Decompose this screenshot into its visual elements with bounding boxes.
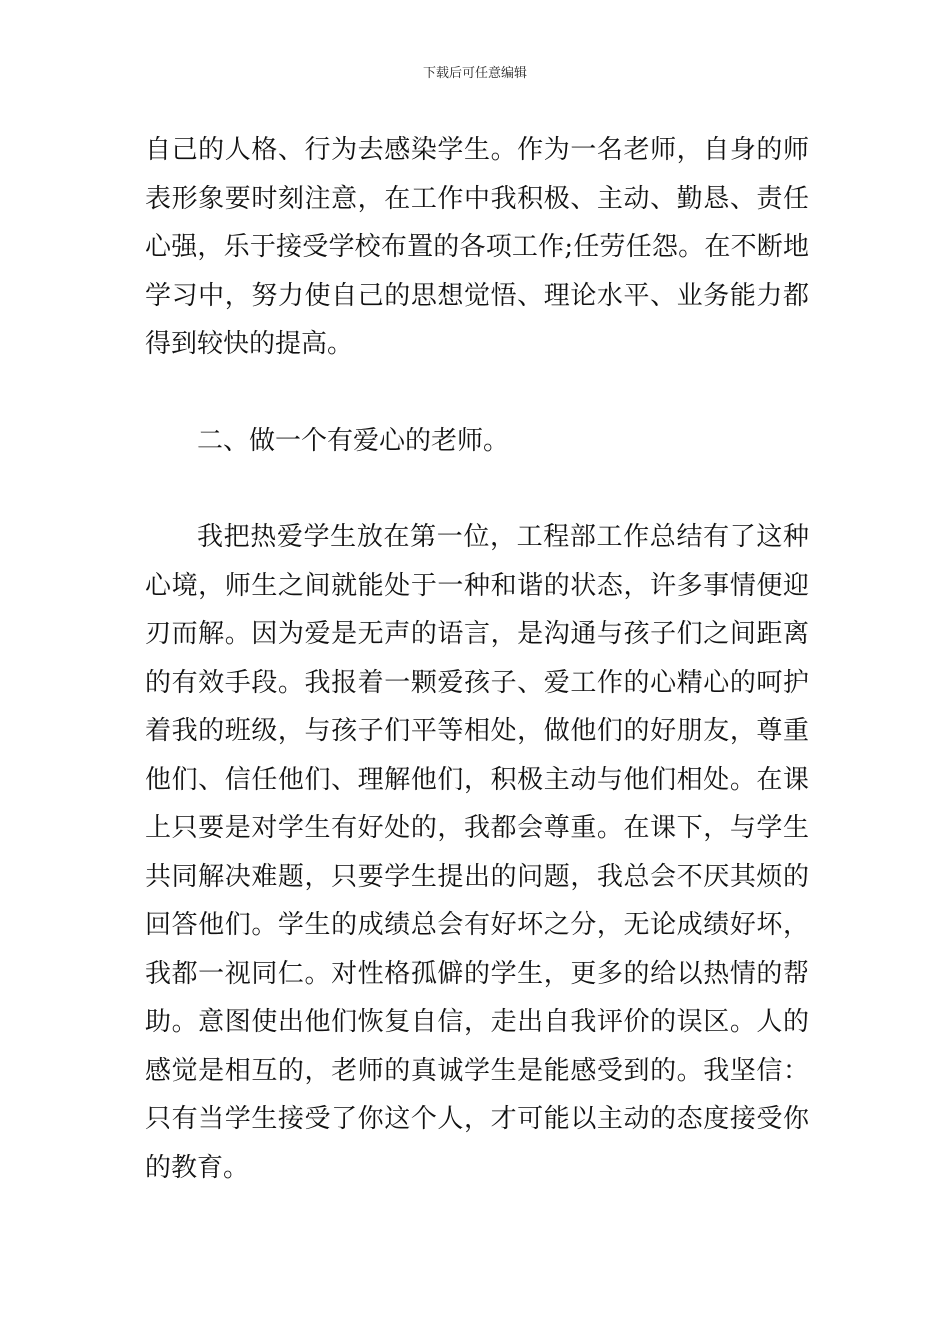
text-line: 我都一视同仁。对性格孤僻的学生，更多的给以热情的帮	[145, 958, 809, 989]
page-header: 下载后可任意编辑	[422, 66, 527, 81]
text-line: 上只要是对学生有好处的，我都会尊重。在课下，与学生	[145, 813, 809, 843]
paragraph-1	[145, 126, 809, 369]
text-line: 刃而解。因为爱是无声的语言，是沟通与孩子们之间距离	[145, 619, 809, 649]
text-line: 的教育。	[145, 1152, 250, 1183]
text-line: 学习中，努力使自己的思想觉悟、理论水平、业务能力都	[145, 280, 809, 311]
section-heading: 二、做一个有爱心的老师。	[197, 425, 510, 456]
text-line: 我把热爱学生放在第一位，工程部工作总结有了这种	[197, 522, 809, 552]
text-line: 表形象要时刻注意，在工作中我积极、主动、勤恳、责任	[145, 183, 809, 214]
text-line: 助。意图使出他们恢复自信，走出自我评价的误区。人的	[145, 1007, 809, 1037]
text-line: 的有效手段。我报着一颗爱孩子、爱工作的心精心的呵护	[145, 667, 809, 698]
text-line: 得到较快的提高。	[145, 329, 354, 359]
text-line: 只有当学生接受了你这个人，才可能以主动的态度接受你	[145, 1104, 809, 1134]
text-line: 回答他们。学生的成绩总会有好坏之分，无论成绩好坏，	[145, 910, 809, 940]
text-line: 自己的人格、行为去感染学生。作为一名老师，自身的师	[145, 135, 809, 165]
document-body	[145, 126, 809, 1192]
text-line: 他们、信任他们、理解他们，积极主动与他们相处。在课	[145, 764, 809, 795]
text-line: 共同解决难题，只要学生提出的问题，我总会不厌其烦的	[145, 861, 809, 892]
section-heading-block	[145, 417, 809, 466]
paragraph-2	[145, 513, 809, 1192]
text-line: 心境，师生之间就能处于一种和谐的状态，许多事情便迎	[145, 570, 809, 601]
text-line: 感觉是相互的，老师的真诚学生是能感受到的。我坚信：	[145, 1055, 809, 1086]
text-line: 心强，乐于接受学校布置的各项工作;任劳任怨。在不断地	[145, 232, 809, 262]
text-line: 着我的班级，与孩子们平等相处，做他们的好朋友，尊重	[145, 716, 809, 746]
